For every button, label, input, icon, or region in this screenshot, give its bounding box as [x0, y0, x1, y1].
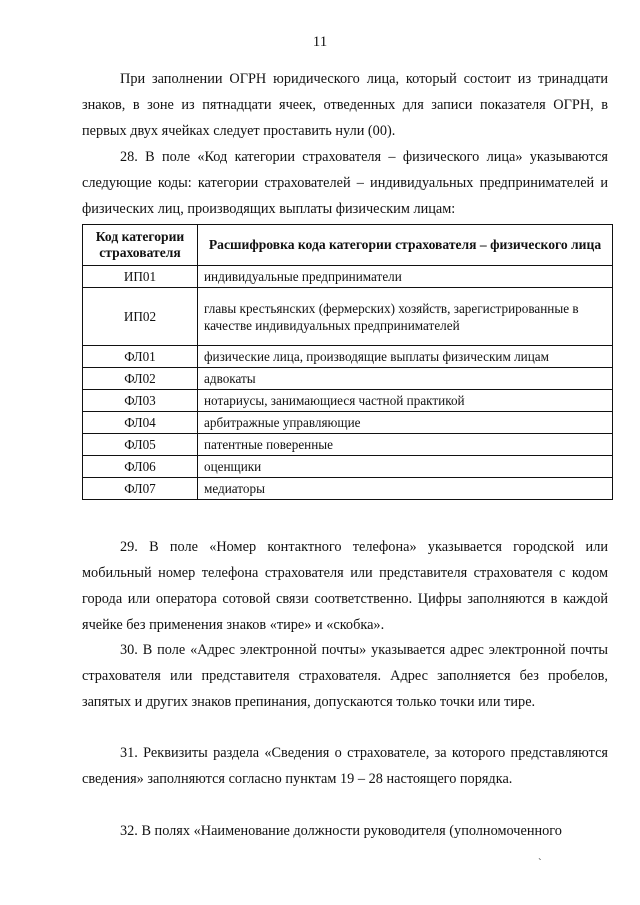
table-header-row — [83, 225, 613, 266]
code-cell: ФЛ01 — [83, 346, 198, 368]
paragraph-29-phone: 29. В поле «Номер контактного телефона» указывается городской или мобильный номер телефона страхователя или представителя страхователя с кодом города или оператора сотовой связи соответственно. Цифры заполняются в каждой ячейке без применения знаков «тире» и «скобка». — [82, 539, 608, 633]
description-cell: индивидуальные предприниматели — [198, 266, 613, 288]
insurer-category-codes-table — [82, 224, 613, 500]
paragraph-31-details: 31. Реквизиты раздела «Сведения о страхователе, за которого представляются сведения» заполняются согласно пунктам 19 – 28 настоящего порядка. — [82, 745, 608, 787]
table-row — [83, 390, 613, 412]
paragraph-ogrn-zeros: При заполнении ОГРН юридического лица, который состоит из тринадцати знаков, в зоне из пятнадцати ячеек, отведенных для записи показателя ОГРН, в первых двух ячейках следует проставить нули (00). — [82, 71, 608, 139]
header-code: Код категории страхователя — [83, 225, 198, 266]
paragraph-30-email: 30. В поле «Адрес электронной почты» указывается адрес электронной почты страхователя или представителя страхователя. Адрес заполняется без пробелов, запятых и других знаков препинания, допускаются только точки или тире. — [82, 642, 608, 710]
table-row — [83, 346, 613, 368]
description-cell: патентные поверенные — [198, 434, 613, 456]
table-row — [83, 456, 613, 478]
description-cell: арбитражные управляющие — [198, 412, 613, 434]
description-cell: адвокаты — [198, 368, 613, 390]
code-cell: ФЛ06 — [83, 456, 198, 478]
table-row — [83, 266, 613, 288]
description-cell: оценщики — [198, 456, 613, 478]
table-row — [83, 288, 613, 346]
table-row — [83, 478, 613, 500]
header-description: Расшифровка кода категории страхователя – физического лица — [198, 225, 613, 266]
code-cell: ФЛ07 — [83, 478, 198, 500]
code-cell: ФЛ03 — [83, 390, 198, 412]
table-row — [83, 434, 613, 456]
code-cell: ИП01 — [83, 266, 198, 288]
code-cell: ФЛ04 — [83, 412, 198, 434]
description-cell: медиаторы — [198, 478, 613, 500]
page-number: 11 — [312, 34, 328, 50]
description-cell: физические лица, производящие выплаты физическим лицам — [198, 346, 613, 368]
description-cell: нотариусы, занимающиеся частной практикой — [198, 390, 613, 412]
table-row — [83, 412, 613, 434]
paragraph-28-codes: 28. В поле «Код категории страхователя – физического лица» указываются следующие коды: категории страхователей – индивидуальных предпринимателей и физических лиц, производящих выплаты физическим лицам: — [82, 149, 608, 217]
stray-mark: ` — [538, 857, 542, 869]
code-cell: ФЛ02 — [83, 368, 198, 390]
code-cell: ИП02 — [83, 288, 198, 346]
description-cell: главы крестьянских (фермерских) хозяйств, зарегистрированные в качестве индивидуальных предпринимателей — [198, 288, 613, 346]
paragraph-32-positions: 32. В полях «Наименование должности руководителя (уполномоченного — [120, 823, 562, 839]
code-cell: ФЛ05 — [83, 434, 198, 456]
table-row — [83, 368, 613, 390]
